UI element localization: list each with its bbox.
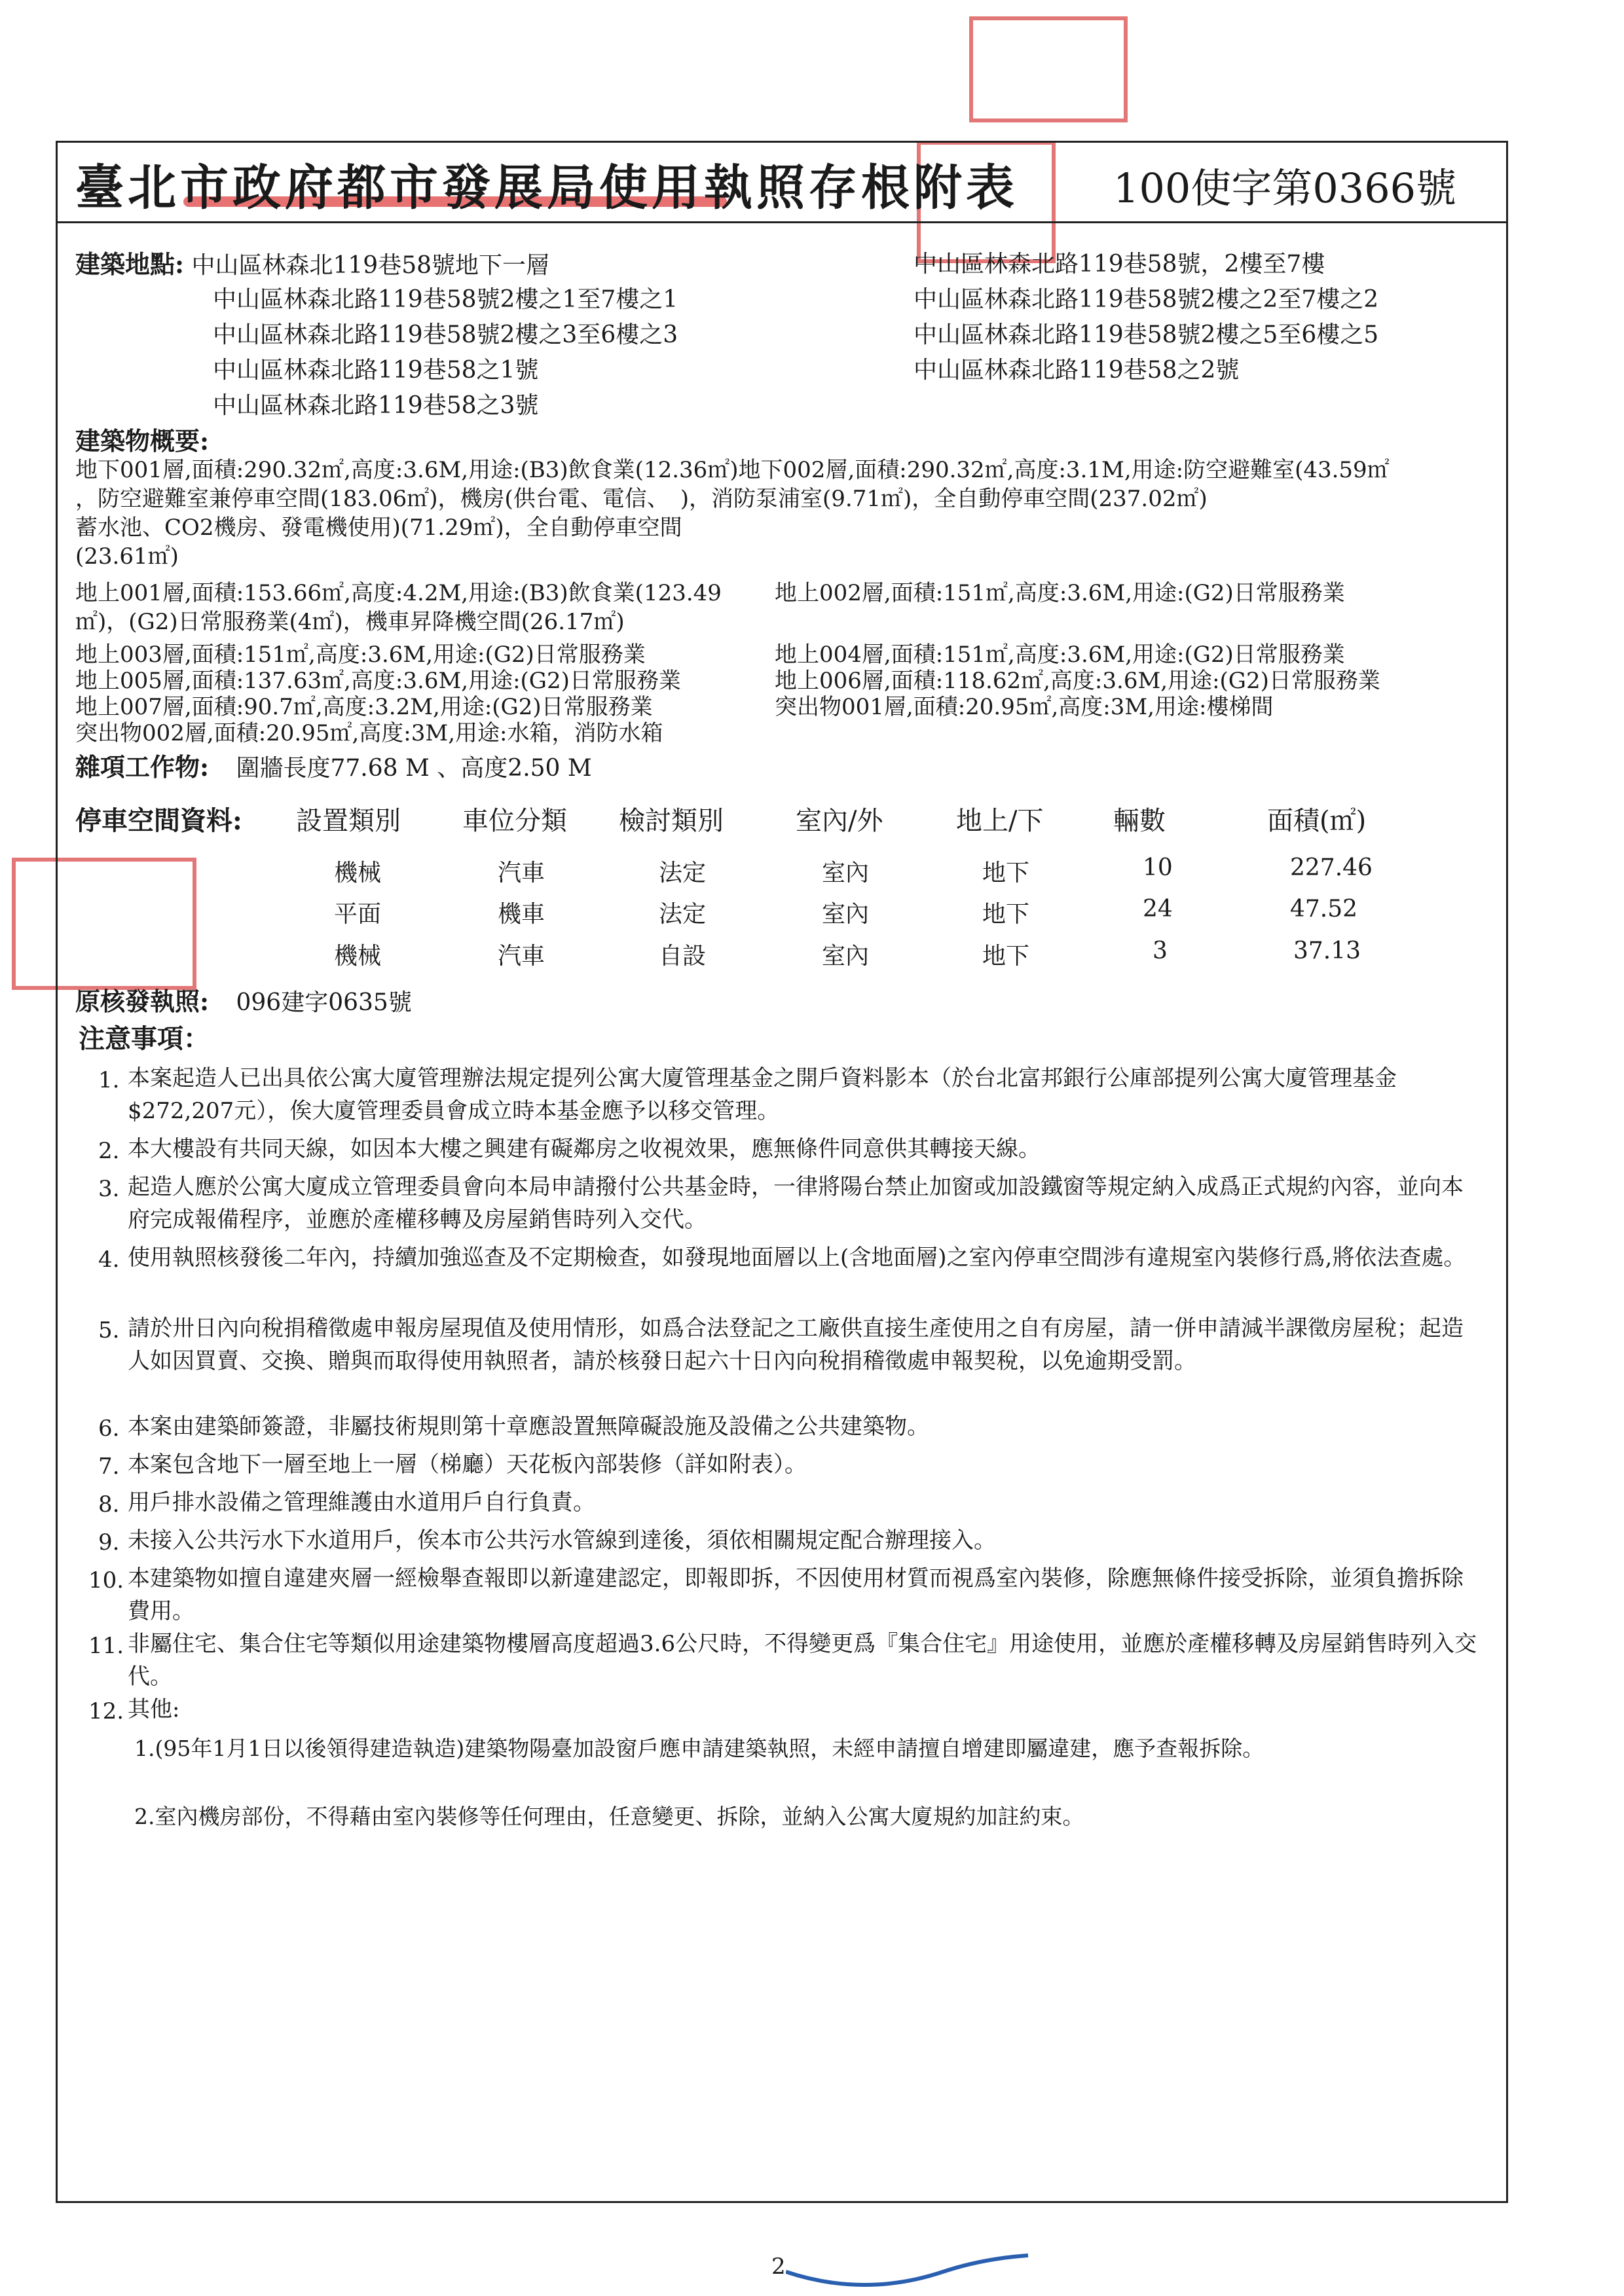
parking-cell: 24 (1143, 896, 1173, 922)
parking-label: 停車空間資料: (75, 805, 242, 836)
original-permit-label: 原核發執照: (75, 987, 210, 1016)
misc-works-label: 雜項工作物: (75, 752, 210, 782)
note-text: 本案包含地下一層至地上一層（梯廳）天花板內部裝修（詳如附表）。 (128, 1451, 807, 1478)
parking-header: 面積(㎡) (1267, 806, 1367, 836)
overview-basement-line: 蓄水池、CO2機房、發電機使用)(71.29㎡)，全自動停車空間 (75, 515, 682, 541)
parking-cell: 37.13 (1293, 938, 1361, 964)
note-number: 2. (98, 1138, 120, 1164)
parking-cell: 汽車 (498, 943, 545, 970)
misc-works-line (75, 753, 592, 783)
original-permit-line (75, 987, 412, 1017)
note-text: 本建築物如擅自違建夾層一經檢舉查報即以新違建認定，即報即拆，不因使用材質而視爲室內裝修，除應無條件接受拆除，並須負擔拆除費用。 (128, 1565, 1464, 1624)
parking-header: 室內/外 (796, 806, 883, 836)
parking-cell: 平面 (334, 901, 382, 928)
address-left-item: 中山區林森北路119巷58號2樓之1至7樓之1 (213, 286, 678, 313)
parking-cell: 地下 (982, 943, 1030, 970)
parking-cell: 地下 (982, 901, 1030, 928)
note-number: 4. (98, 1247, 120, 1273)
overview-ground-left: ㎡)，(G2)日常服務業(4㎡)，機車昇降機空間(26.17㎡) (75, 609, 625, 635)
note-text: 非屬住宅、集合住宅等類似用途建築物樓層高度超過3.6公尺時，不得變更爲『集合住宅』用途使用，並應於產權移轉及房屋銷售時列入交代。 (128, 1631, 1477, 1690)
overview-basement-line: (23.61㎡) (75, 543, 179, 570)
overview-ground-left: 地上007層,面積:90.7㎡,高度:3.2M,用途:(G2)日常服務業 (75, 694, 653, 720)
note-text: 未接入公共污水下水道用戶，俟本市公共污水管線到達後，須依相關規定配合辦理接入。 (128, 1527, 996, 1554)
overview-ground-left: 突出物002層,面積:20.95㎡,高度:3M,用途:水箱，消防水箱 (75, 720, 663, 746)
parking-cell: 10 (1143, 854, 1173, 881)
parking-cell: 室內 (822, 901, 870, 928)
overview-label: 建築物概要: (75, 426, 210, 456)
note-number: 10. (88, 1567, 124, 1594)
parking-cell: 自設 (659, 943, 707, 970)
parking-header: 檢討類別 (619, 806, 724, 836)
address-label: 建築地點: (75, 249, 185, 279)
address-line-1 (75, 250, 549, 280)
header-divider (56, 221, 1508, 223)
address-right-item: 中山區林森北路119巷58之2號 (913, 357, 1240, 384)
address-right-item: 中山區林森北路119巷58號，2樓至7樓 (913, 251, 1325, 278)
address-left-item: 中山區林森北路119巷58之3號 (213, 392, 539, 419)
note-text: 起造人應於公寓大廈成立管理委員會向本局申請撥付公共基金時，一律將陽台禁止加窗或加設鐵窗等規定納入成爲正式規約內容，並向本府完成報備程序，並應於產權移轉及房屋銷售時列入交代。 (128, 1174, 1464, 1233)
misc-works-value: 圍牆長度77.68 M 、高度2.50 M (236, 755, 592, 782)
overview-basement-line: ，防空避難室兼停車空間(183.06㎡)，機房(供台電、電信、 )，消防泵浦室(9.71㎡)，全自動停車空間(237.02㎡) (75, 486, 1208, 512)
parking-header: 車位分類 (462, 806, 567, 836)
parking-cell: 室內 (822, 943, 870, 970)
original-permit-value: 096建字0635號 (236, 989, 412, 1016)
notes-label: 注意事項： (79, 1023, 210, 1054)
address-left-item: 中山區林森北路119巷58號2樓之3至6樓之3 (213, 321, 678, 348)
note-text: 使用執照核發後二年內，持續加強巡查及不定期檢查，如發現地面層以上(含地面層)之室內停車空間涉有違規室內裝修行爲,將依法查處。 (128, 1245, 1466, 1271)
blue-pen-mark (786, 2252, 1035, 2291)
note-text: 本案起造人已出具依公寓大廈管理辦法規定提列公寓大廈管理基金之開戶資料影本（於台北富邦銀行公庫部提列公寓大廈管理基金$272,207元），俟大廈管理委員會成立時本基金應予以移交管理。 (128, 1065, 1397, 1124)
permit-number: 100使字第0366號 (1113, 164, 1457, 212)
note-text: 用戶排水設備之管理維護由水道用戶自行負責。 (128, 1489, 595, 1516)
address-left-item: 中山區林森北119巷58號地下一層 (191, 252, 550, 279)
parking-cell: 汽車 (498, 860, 545, 886)
address-left-item: 中山區林森北路119巷58之1號 (213, 357, 539, 384)
overview-ground-right: 地上004層,面積:151㎡,高度:3.6M,用途:(G2)日常服務業 (775, 642, 1345, 668)
overview-basement-line: 地下001層,面積:290.32㎡,高度:3.6M,用途:(B3)飲食業(12.36㎡)地下002層,面積:290.32㎡,高度:3.1M,用途:防空避難室(43.59㎡ (75, 457, 1390, 483)
red-seal-stamp-top (969, 16, 1128, 122)
note-sub-item: 1.(95年1月1日以後領得建造執造)建築物陽臺加設窗戶應申請建築執照，未經申請擅自增建即屬違建，應予查報拆除。 (134, 1736, 1264, 1761)
page-number: 2 (771, 2253, 786, 2280)
note-sub-item: 2.室內機房部份，不得藉由室內裝修等任何理由，任意變更、拆除，並納入公寓大廈規約加註約束。 (134, 1804, 1084, 1829)
note-number: 8. (98, 1491, 120, 1518)
note-number: 1. (98, 1067, 120, 1093)
parking-cell: 機械 (334, 943, 382, 970)
parking-cell: 3 (1153, 938, 1168, 964)
parking-cell: 227.46 (1290, 854, 1373, 881)
address-right-item: 中山區林森北路119巷58號2樓之5至6樓之5 (913, 321, 1379, 348)
parking-header: 設置類別 (296, 806, 401, 836)
parking-header: 地上/下 (956, 806, 1044, 836)
parking-cell: 機車 (498, 901, 545, 928)
overview-ground-left: 地上003層,面積:151㎡,高度:3.6M,用途:(G2)日常服務業 (75, 642, 646, 668)
overview-ground-right: 地上002層,面積:151㎡,高度:3.6M,用途:(G2)日常服務業 (775, 580, 1345, 606)
overview-ground-right: 地上006層,面積:118.62㎡,高度:3.6M,用途:(G2)日常服務業 (775, 668, 1380, 694)
parking-cell: 地下 (982, 860, 1030, 886)
document-title: 臺北市政府都市發展局使用執照存根附表 (75, 160, 1018, 216)
note-number: 9. (98, 1529, 120, 1556)
parking-cell: 法定 (659, 860, 707, 886)
overview-ground-left: 地上001層,面積:153.66㎡,高度:4.2M,用途:(B3)飲食業(123.49 (75, 580, 722, 606)
note-number: 3. (98, 1176, 120, 1202)
note-text: 請於卅日內向稅捐稽徵處申報房屋現值及使用情形，如爲合法登記之工廠供直接生產使用之自有房屋，請一併申請減半課徵房屋稅；起造人如因買賣、交換、贈與而取得使用執照者，請於核發日起六十日內向稅捐稽徵處申報契稅，以免逾期受罰。 (128, 1315, 1464, 1374)
parking-cell: 法定 (659, 901, 707, 928)
overview-ground-left: 地上005層,面積:137.63㎡,高度:3.6M,用途:(G2)日常服務業 (75, 668, 681, 694)
note-number: 12. (88, 1698, 124, 1724)
parking-cell: 機械 (334, 860, 382, 886)
note-text: 其他: (128, 1696, 180, 1722)
address-right-item: 中山區林森北路119巷58號2樓之2至7樓之2 (913, 286, 1379, 313)
overview-ground-right: 突出物001層,面積:20.95㎡,高度:3M,用途:樓梯間 (775, 694, 1274, 720)
note-number: 5. (98, 1317, 120, 1343)
note-text: 本案由建築師簽證，非屬技術規則第十章應設置無障礙設施及設備之公共建築物。 (128, 1413, 929, 1440)
parking-header: 輛數 (1113, 806, 1166, 836)
note-number: 11. (88, 1633, 124, 1659)
parking-cell: 室內 (822, 860, 870, 886)
parking-cell: 47.52 (1290, 896, 1358, 922)
note-text: 本大樓設有共同天線，如因本大樓之興建有礙鄰房之收視效果，應無條件同意供其轉接天線。 (128, 1136, 1041, 1162)
note-number: 6. (98, 1415, 120, 1442)
note-number: 7. (98, 1453, 120, 1480)
